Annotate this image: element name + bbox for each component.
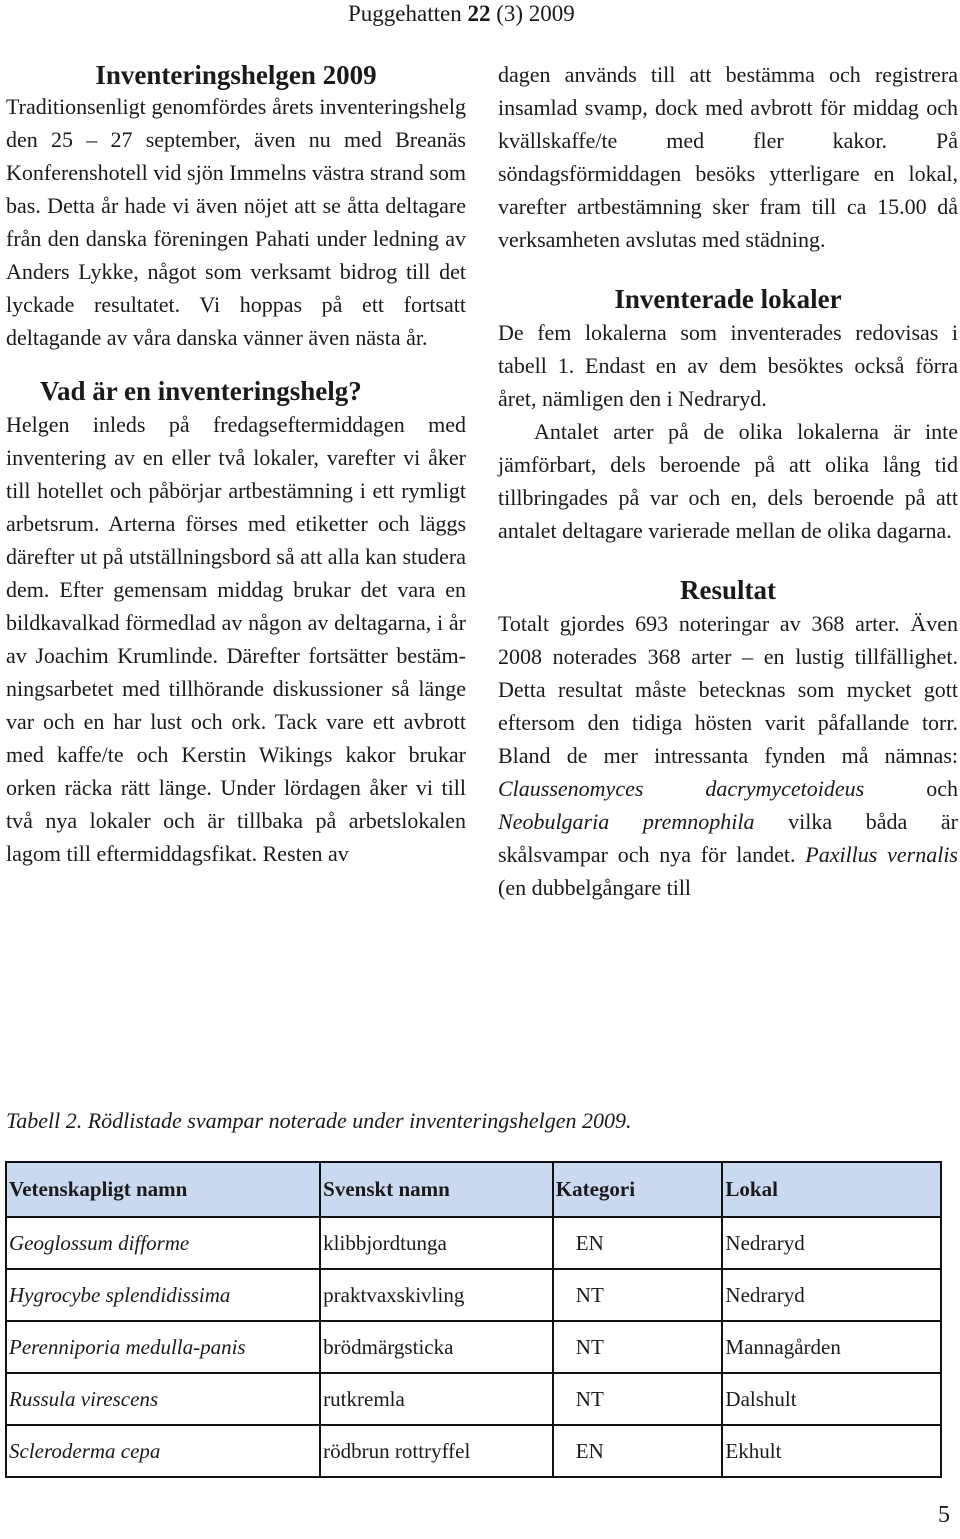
- right-column: [498, 58, 958, 904]
- cell-scientific-name: Scleroderma cepa: [6, 1425, 320, 1477]
- section-heading-results: Resultat: [680, 575, 776, 605]
- results-paragraph: [498, 607, 958, 904]
- journal-issue: (3) 2009: [496, 1, 575, 26]
- cell-scientific-name: Russula virescens: [6, 1373, 320, 1425]
- cell-location: Dalshult: [722, 1373, 941, 1425]
- table-row: [6, 1425, 941, 1477]
- what-is-paragraph: Helgen inleds på fredagseftermiddagen med inventering av en eller två lokaler, varefter vi åker till hotellet och påbörjar artbestämning i ett rymligt arbetsrum. Arterna förses med etiketter och läggs därefter ut på utställningsbord så att alla kan studera dem. Efter gemensam middag brukar det vara en bildkavalkad förmedlad av någon av deltagarna, i år av Joachim Krumlinde. Därefter fortsätter bestämningsarbetet med tillhörande diskussioner så länge var och en har lust och ork. Tack vare ett avbrott med kaffe/te och Kerstin Wikings kakor brukar orken räcka rätt länge. Under lördagen åker vi till två nya lokaler och är tillbaka på arbetslokalen lagom till eftermiddagsfikat. Resten av: [6, 412, 466, 866]
- cell-swedish-name: rödbrun rottryffel: [320, 1425, 553, 1477]
- header-swedish-name: Svenskt namn: [320, 1162, 553, 1217]
- cell-location: Mannagården: [722, 1321, 941, 1373]
- header-location: Lokal: [722, 1162, 941, 1217]
- table-caption: Tabell 2. Rödlistade svampar noterade under inventeringshelgen 2009.: [6, 1108, 632, 1133]
- cell-scientific-name: Hygrocybe splendidissima: [6, 1269, 320, 1321]
- species-name-paxillus: Paxillus vernalis: [805, 842, 958, 867]
- results-text-3: vilka båda är skålsvampar och nya för landet.: [498, 809, 958, 867]
- cell-category: NT: [553, 1269, 723, 1321]
- results-text-1: Totalt gjordes 693 noteringar av 368 arter. Även 2008 noterades 368 arter – en lustig tillfällighet. Detta resultat måste betecknas som mycket gott eftersom den tidiga hösten varit påfallande torr. Bland de mer intressanta fynden må nämnas:: [498, 611, 958, 768]
- species-name-claussenomyces: Claussenomyces dacrymycetoideus: [498, 776, 865, 801]
- cell-scientific-name: Perenniporia medulla-panis: [6, 1321, 320, 1373]
- cell-location: Ekhult: [722, 1425, 941, 1477]
- section-heading-locations: Inventerade lokaler: [614, 284, 842, 314]
- table-row: [6, 1217, 941, 1269]
- table-row: [6, 1373, 941, 1425]
- locations-paragraph: De fem lokalerna som inventerades redovisas i tabell 1. Endast en av dem besöktes också förra året, nämligen den i Nedraryd.: [498, 320, 958, 411]
- cell-location: Nedraryd: [722, 1217, 941, 1269]
- cell-swedish-name: praktvaxskivling: [320, 1269, 553, 1321]
- running-header: [348, 0, 575, 28]
- cell-category: EN: [553, 1217, 723, 1269]
- cell-category: NT: [553, 1373, 723, 1425]
- cell-category: EN: [553, 1425, 723, 1477]
- intro-paragraph: Traditionsenligt genomfördes årets inventeringshelg den 25 – 27 september, även nu med Breanäs Konferenshotell vid sjön Immelns västra strand som bas. Detta år hade vi även nöjet att se åtta deltagare från den danska föreningen Pahati under ledning av Anders Lykke, något som verksamt bidrog till det lyckade resultatet. Vi hoppas på ett fortsatt deltagande av våra danska vänner även nästa år.: [6, 94, 466, 350]
- cell-swedish-name: rutkremla: [320, 1373, 553, 1425]
- table-header-row: [6, 1162, 941, 1217]
- table-row: [6, 1321, 941, 1373]
- continuation-paragraph: dagen används till att bestämma och registrera insamlad svamp, dock med avbrott för middag och kvällskaffe/te med fler kakor. På söndagsförmiddagen besöks ytterligare en lokal, varefter artbestämning sker fram till ca 15.00 då verksamheten avslutas med städning.: [498, 62, 958, 252]
- cell-scientific-name: Geoglossum difforme: [6, 1217, 320, 1269]
- species-count-paragraph: Antalet arter på de olika lokalerna är inte jämförbart, dels beroende på att olika lång tid tillbringades på var och en, dels beroende på att antalet deltagare varierade mellan de olika dagarna.: [498, 419, 958, 543]
- journal-name: Puggehatten: [348, 1, 462, 26]
- species-name-neobulgaria: Neobulgaria premnophila: [498, 809, 755, 834]
- cell-swedish-name: klibbjordtunga: [320, 1217, 553, 1269]
- left-column: [6, 58, 466, 870]
- header-scientific-name: Vetenskapligt namn: [6, 1162, 320, 1217]
- cell-swedish-name: brödmärgsticka: [320, 1321, 553, 1373]
- section-heading-what-is: Vad är en inventeringshelg?: [40, 376, 362, 406]
- article-title: Inventeringshelgen 2009: [95, 60, 377, 90]
- results-text-2: och: [864, 776, 958, 801]
- cell-location: Nedraryd: [722, 1269, 941, 1321]
- redlist-table: [5, 1161, 942, 1478]
- journal-volume: 22: [467, 1, 491, 26]
- header-category: Kategori: [553, 1162, 723, 1217]
- page-number: 5: [938, 1502, 950, 1528]
- cell-category: NT: [553, 1321, 723, 1373]
- table-row: [6, 1269, 941, 1321]
- results-text-4: (en dubbelgångare till: [498, 875, 692, 900]
